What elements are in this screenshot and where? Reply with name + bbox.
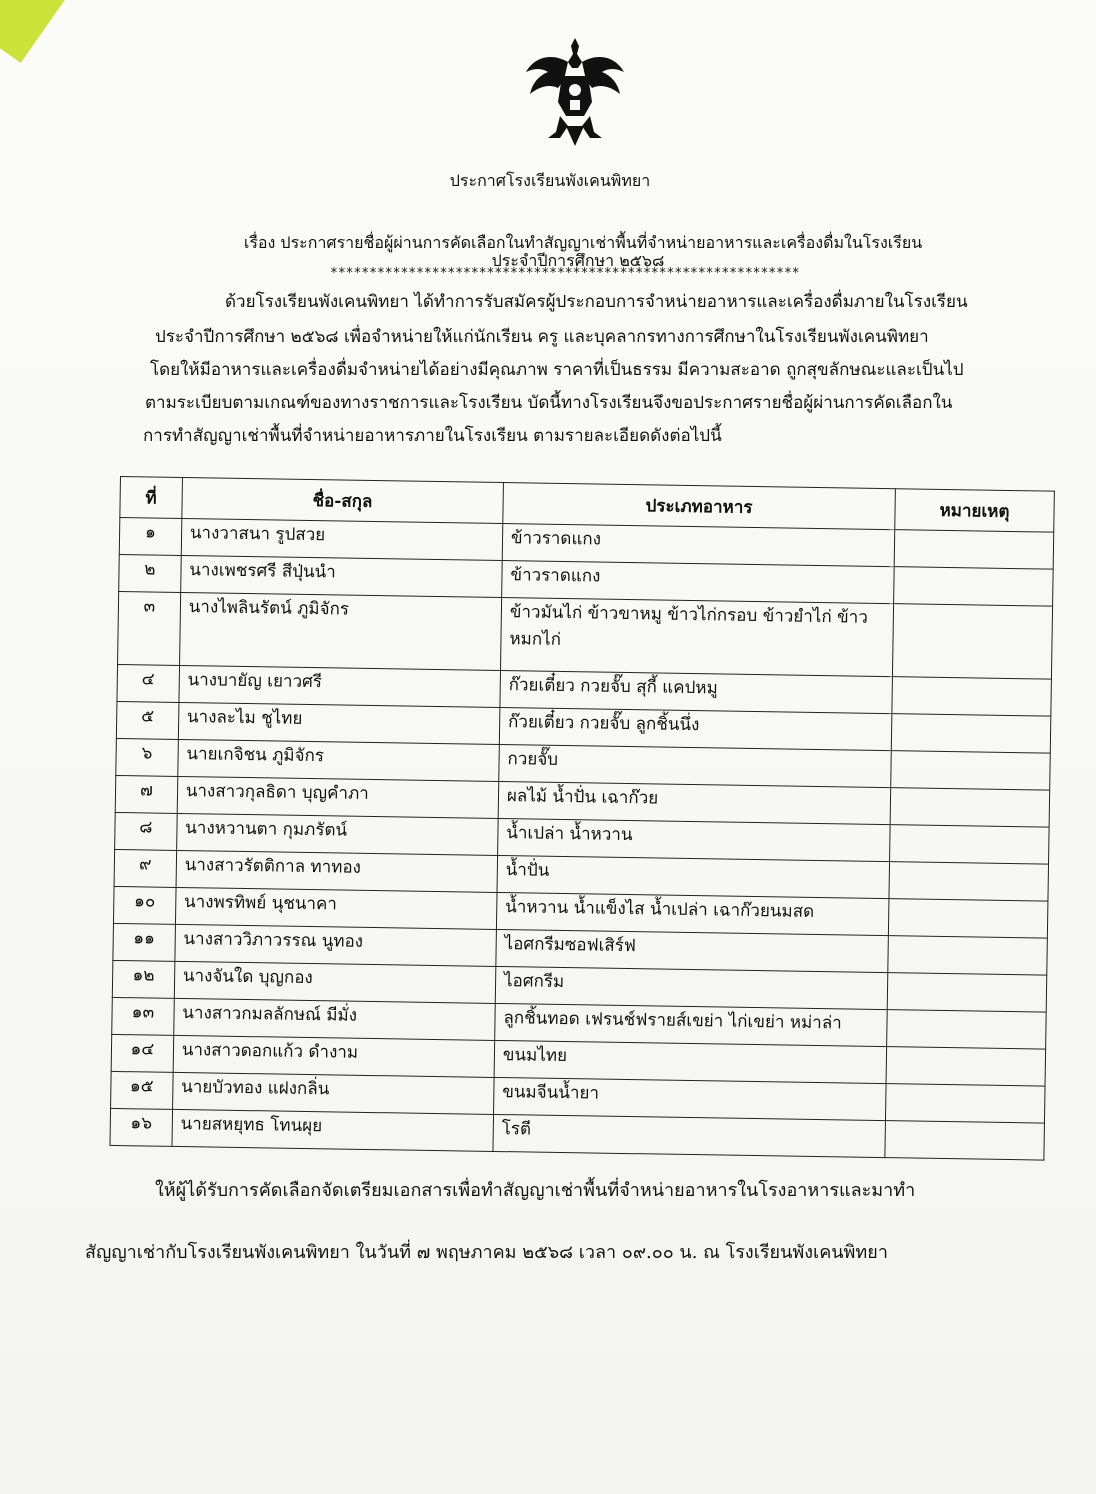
row-food: โรตี — [493, 1114, 886, 1157]
star-divider: ************************************************************ — [330, 267, 800, 281]
row-note — [892, 676, 1052, 716]
row-name: นายบัวทอง แฝงกลิ่น — [172, 1072, 494, 1114]
row-no: ๑๓ — [112, 997, 174, 1035]
row-food: ข้าวมันไก่ ข้าวขาหมู ข้าวไก่กรอบ ข้าวยำไก่ ข้าวหมกไก่ — [500, 598, 893, 677]
row-food: ไอศกรีม — [495, 966, 888, 1009]
header-note: หมายเหตุ — [895, 489, 1055, 532]
row-name: นางพรทิพย์ นุชนาคา — [175, 887, 497, 929]
row-no: ๑๔ — [111, 1034, 173, 1072]
row-food: ขนมไทย — [494, 1040, 887, 1083]
announcement-title: ประกาศโรงเรียนพังเคนพิทยา — [449, 171, 651, 190]
row-no: ๓ — [118, 592, 181, 666]
row-name: นางจันใด บุญกอง — [174, 961, 496, 1003]
row-food: ผลไม้ น้ำปั่น เฉาก๊วย — [498, 781, 891, 824]
row-note — [885, 1121, 1045, 1161]
footer-line-2: สัญญาเช่ากับโรงเรียนพังเคนพิทยา ในวันที่ ๗ พฤษภาคม ๒๕๖๘ เวลา ๐๙.๐๐ น. ณ โรงเรียนพังเคนพิทยา — [85, 1242, 888, 1263]
row-name: นางหวานตา กุมภรัตน์ — [176, 813, 498, 855]
row-food: กวยจั๊บ — [499, 744, 892, 787]
body-line-2: ประจำปีการศึกษา ๒๕๖๘ เพื่อจำหน่ายให้แก่นักเรียน ครู และบุคลากรทางการศึกษาในโรงเรียนพังเคนพิทยา — [155, 327, 929, 347]
row-note — [889, 824, 1049, 864]
row-note — [888, 898, 1048, 938]
row-name: นางวาสนา รูปสวย — [181, 518, 503, 560]
row-no: ๑๑ — [113, 923, 175, 961]
row-no: ๘ — [115, 812, 177, 850]
row-note — [889, 861, 1049, 901]
header-name: ชื่อ-สกุล — [182, 477, 504, 523]
announcement-year: ประจำปีการศึกษา ๒๕๖๘ — [491, 251, 665, 270]
row-name: นายสหยุทธ โทนผุย — [172, 1109, 494, 1151]
row-name: นางละไม ชูไทย — [178, 702, 500, 744]
row-no: ๑๒ — [112, 960, 174, 998]
body-line-1: ด้วยโรงเรียนพังเคนพิทยา ได้ทำการรับสมัครผู้ประกอบการจำหน่ายอาหารและเครื่องดื่มภายในโรงเรียน — [225, 292, 968, 312]
row-no: ๑๖ — [110, 1108, 172, 1146]
row-note — [891, 713, 1051, 753]
row-name: นางบายัญ เยาวศรี — [179, 665, 501, 707]
row-note — [887, 1009, 1047, 1049]
row-no: ๒ — [119, 555, 181, 593]
row-name: นางสาววิภาวรรณ นูทอง — [175, 924, 497, 966]
row-note — [894, 567, 1054, 607]
row-food: ไอศกรีมซอฟเสิร์ฟ — [496, 929, 889, 972]
row-note — [890, 787, 1050, 827]
row-no: ๔ — [117, 664, 179, 702]
row-no: ๕ — [116, 701, 178, 739]
row-no: ๗ — [115, 775, 177, 813]
row-note — [892, 604, 1052, 679]
row-note — [891, 750, 1051, 790]
row-food: ลูกชิ้นทอด เฟรนช์ฟรายส์เขย่า ไก่เขย่า หม่าล่า — [495, 1003, 888, 1046]
row-name: นางไพลินรัตน์ ภูมิจักร — [179, 592, 501, 670]
row-name: นางสาวกมลลักษณ์ มีมั่ง — [174, 998, 496, 1040]
row-food: น้ำปั่น — [497, 855, 890, 898]
row-food: น้ำเปล่า น้ำหวาน — [497, 818, 890, 861]
row-name: นางสาวดอกแก้ว ดำงาม — [173, 1035, 495, 1077]
row-name: นายเกจิชน ภูมิจักร — [178, 739, 500, 781]
row-no: ๖ — [116, 738, 178, 776]
row-no: ๑ — [119, 518, 181, 556]
paper-corner-highlight — [0, 0, 67, 63]
row-note — [885, 1084, 1045, 1124]
body-line-3: โดยให้มีอาหารและเครื่องดื่มจำหน่ายได้อย่างมีคุณภาพ ราคาที่เป็นธรรม มีความสะอาด ถูกสุขลักษณะและเป็นไป — [150, 360, 964, 380]
row-note — [887, 972, 1047, 1012]
footer-line-1: ให้ผู้ได้รับการคัดเลือกจัดเตรียมเอกสารเพื่อทำสัญญาเช่าพื้นที่จำหน่ายอาหารในโรงอาหารและมาทำ — [155, 1180, 916, 1201]
row-no: ๑๐ — [113, 886, 175, 924]
row-no: ๑๕ — [111, 1071, 173, 1109]
body-line-5: การทำสัญญาเช่าพื้นที่จำหน่ายอาหารภายในโรงเรียน ตามรายละเอียดดังต่อไปนี้ — [143, 426, 722, 446]
row-no: ๙ — [114, 849, 176, 887]
row-food: ก๊วยเตี๋ยว กวยจั๊บ สุกี้ แคปหมู — [500, 670, 893, 713]
body-line-4: ตามระเบียบตามเกณฑ์ของทางราชการและโรงเรียน บัดนี้ทางโรงเรียนจึงขอประกาศรายชื่อผู้ผ่านการคัดเลือกใน — [145, 393, 953, 413]
garuda-emblem-icon — [520, 32, 630, 152]
row-food: น้ำหวาน น้ำแข็งไส น้ำเปล่า เฉาก๊วยนมสด — [496, 892, 889, 935]
row-food: ก๊วยเตี๋ยว กวยจั๊บ ลูกชิ้นนึ่ง — [499, 707, 892, 750]
row-note — [888, 935, 1048, 975]
row-food: ข้าวราดแกง — [502, 524, 895, 567]
row-name: นางสาวรัตติกาล ทาทอง — [176, 850, 498, 892]
row-note — [894, 530, 1054, 570]
row-food: ขนมจีนน้ำยา — [493, 1077, 886, 1120]
vendor-table — [109, 476, 1054, 1161]
row-name: นางเพชรศรี สีปุ่นนำ — [180, 555, 502, 597]
row-food: ข้าวราดแกง — [502, 561, 895, 604]
row-note — [886, 1047, 1046, 1087]
header-no: ที่ — [120, 477, 182, 519]
announcement-subject: เรื่อง ประกาศรายชื่อผู้ผ่านการคัดเลือกในทำสัญญาเช่าพื้นที่จำหน่ายอาหารและเครื่องดื่มในโรงเรียน — [243, 233, 923, 252]
row-name: นางสาวกุลธิดา บุญคำภา — [177, 776, 499, 818]
header-food: ประเภทอาหาร — [503, 483, 896, 530]
